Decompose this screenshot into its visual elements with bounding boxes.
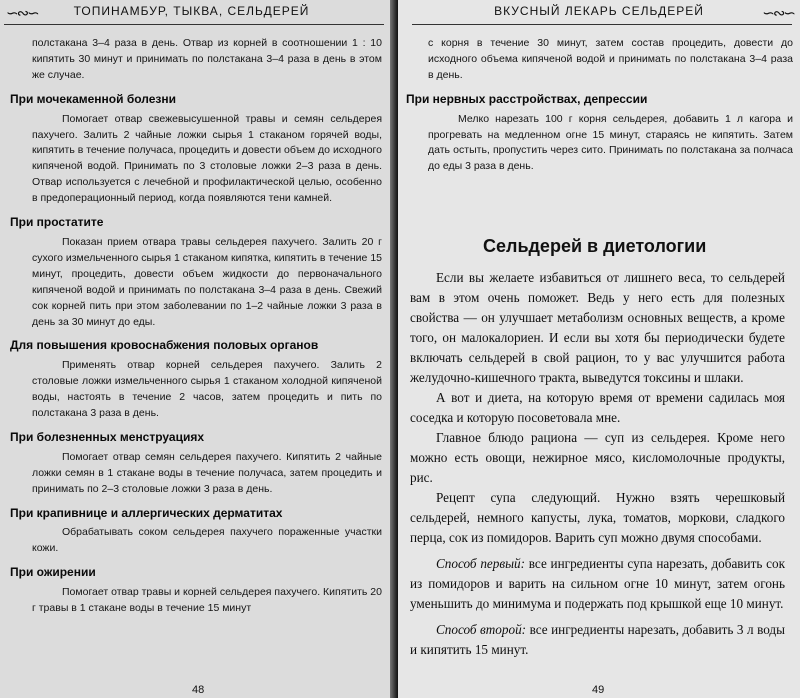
section-text: Помогает отвар семян сельдерея пахучего. Кипятить 2 чайные ложки семян в 1 стакане воды в течение получаса, затем процедить и принимать по 2–3 столовые ложки 3 раза в день. <box>32 450 382 495</box>
left-page <box>0 0 395 698</box>
left-section-0 <box>10 91 382 207</box>
method-label: Способ второй: <box>436 622 527 637</box>
section-text: Мелко нарезать 100 г корня сельдерея, добавить 1 л кагора и прогревать на медленном огне 15 минут, стараясь не кипятить. Затем дать остыть, пропустить через сито. Принимать по полстакана за полчаса до еды 3 раза в день. <box>428 112 793 173</box>
paragraph: А вот и диета, на которую время от времени садилась моя соседка и которую посоветовала мне. <box>410 390 785 425</box>
section-text: Помогает отвар свежевысушенной травы и семян сельдерея пахучего. Залить 2 чайные ложки сырья 1 стаканом горячей воды, кипятить в течение получаса, процедить и довести объем до исходного кипяченой водой. Принимать по 3 столовые ложки 2–3 раза в день. Отвар используется с лечебной и профилактической целью, особенно в предоперационный период, когда появляются тени камней. <box>32 112 382 205</box>
left-intro: полстакана 3–4 раза в день. Отвар из корней в соотношении 1 : 10 кипятить 30 минут и принимать по полстакана 3–4 раза в день в этом же случае. <box>32 37 382 81</box>
section-title: При крапивнице и аллергических дерматитах <box>10 505 283 520</box>
left-section-2 <box>10 338 382 422</box>
diet-text <box>410 268 785 660</box>
left-header-rule <box>4 24 384 25</box>
section-text: Помогает отвар травы и корней сельдерея пахучего. Кипятить 20 г травы в 1 стакане воды в течение 15 минут <box>32 586 382 615</box>
right-header-rule <box>412 24 792 25</box>
left-section-3 <box>10 429 382 498</box>
method-label: Способ первый: <box>436 556 526 571</box>
right-page <box>398 0 800 698</box>
left-section-5 <box>10 565 382 617</box>
method-text: все ингредиенты нарезать, добавить 3 л воды и кипятить 15 минут. <box>410 622 786 657</box>
section-title: При болезненных менструациях <box>10 429 205 444</box>
chapter-title: Сельдерей в диетологии <box>483 236 707 256</box>
left-running-header: ТОПИНАМБУР, ТЫКВА, СЕЛЬДЕРЕЙ <box>73 4 310 18</box>
method-second <box>410 620 785 660</box>
section-text: Показан прием отвара травы сельдерея пахучего. Залить 20 г сухого измельченного сырья 1 стаканом кипятка, кипятить в течение 15 минут, процедить, довести объем жидкости до первоначального кипяченой водой и принимать по полстакана 3–4 раза в день. Свежий сок корней пить при этом заболевании по 1–2 чайные ложки 3 раза в день за 30 минут до еды. <box>32 235 382 328</box>
right-top-column <box>406 36 793 175</box>
right-intro: с корня в течение 30 минут, затем состав процедить, довести до исходного объема кипяченой водой и принимать по полстакана 3–4 раза в день. <box>428 37 793 81</box>
left-section-4 <box>10 505 382 558</box>
paragraph: Рецепт супа следующий. Нужно взять черешковый сельдерей, немного капусты, лука, томатов, моркови, сладкого перца, сок из помидоров. Варить суп можно двумя способами. <box>410 490 785 545</box>
paragraph: Главное блюдо рациона — суп из сельдерея. Кроме него можно есть овощи, нежирное мясо, кисломолочные продукты, рис. <box>410 430 785 485</box>
method-first <box>410 554 785 614</box>
left-section-1 <box>10 215 382 330</box>
section-title: При нервных расстройствах, депрессии <box>406 91 648 106</box>
paragraph: Если вы желаете избавиться от лишнего веса, то сельдерей вам в этом очень поможет. Ведь у него есть для полезных свойства — он улучшает метаболизм основных веществ, а кроме того, он малокалориен. И если вы хотя бы периодически будете включать сельдерей в свой рацион, то у вас улучшится работа желудочно-кишечного тракта, выведутся токсины и шлаки. <box>410 270 785 385</box>
ornament-left-icon: ∽∾∽ <box>6 5 38 22</box>
left-page-number: 48 <box>192 684 205 696</box>
section-title: Для повышения кровоснабжения половых органов <box>10 338 319 353</box>
section-text: Обрабатывать соком сельдерея пахучего пораженные участки кожи. <box>32 526 382 555</box>
right-running-header: ВКУСНЫЙ ЛЕКАРЬ СЕЛЬДЕРЕЙ <box>494 4 704 18</box>
section-text: Применять отвар корней сельдерея пахучего. Залить 2 столовые ложки измельченного сырья 1 стаканом холодной кипяченой воды, настоять в течение 2 часов, затем процедить и пить по полстакана 3 раза в день. <box>32 359 382 420</box>
section-title: При ожирении <box>10 565 96 580</box>
section-title: При мочекаменной болезни <box>10 91 176 106</box>
method-text: все ингредиенты супа нарезать, добавить сок из помидоров и варить на сильном огне 10 минут, затем огонь уменьшить до минимума и подержать под крышкой еще 10 минут. <box>410 556 785 611</box>
ornament-right-icon: ∽∾∽ <box>762 5 794 22</box>
section-title: При простатите <box>10 215 104 230</box>
left-column <box>10 36 382 617</box>
right-page-number: 49 <box>592 684 605 696</box>
